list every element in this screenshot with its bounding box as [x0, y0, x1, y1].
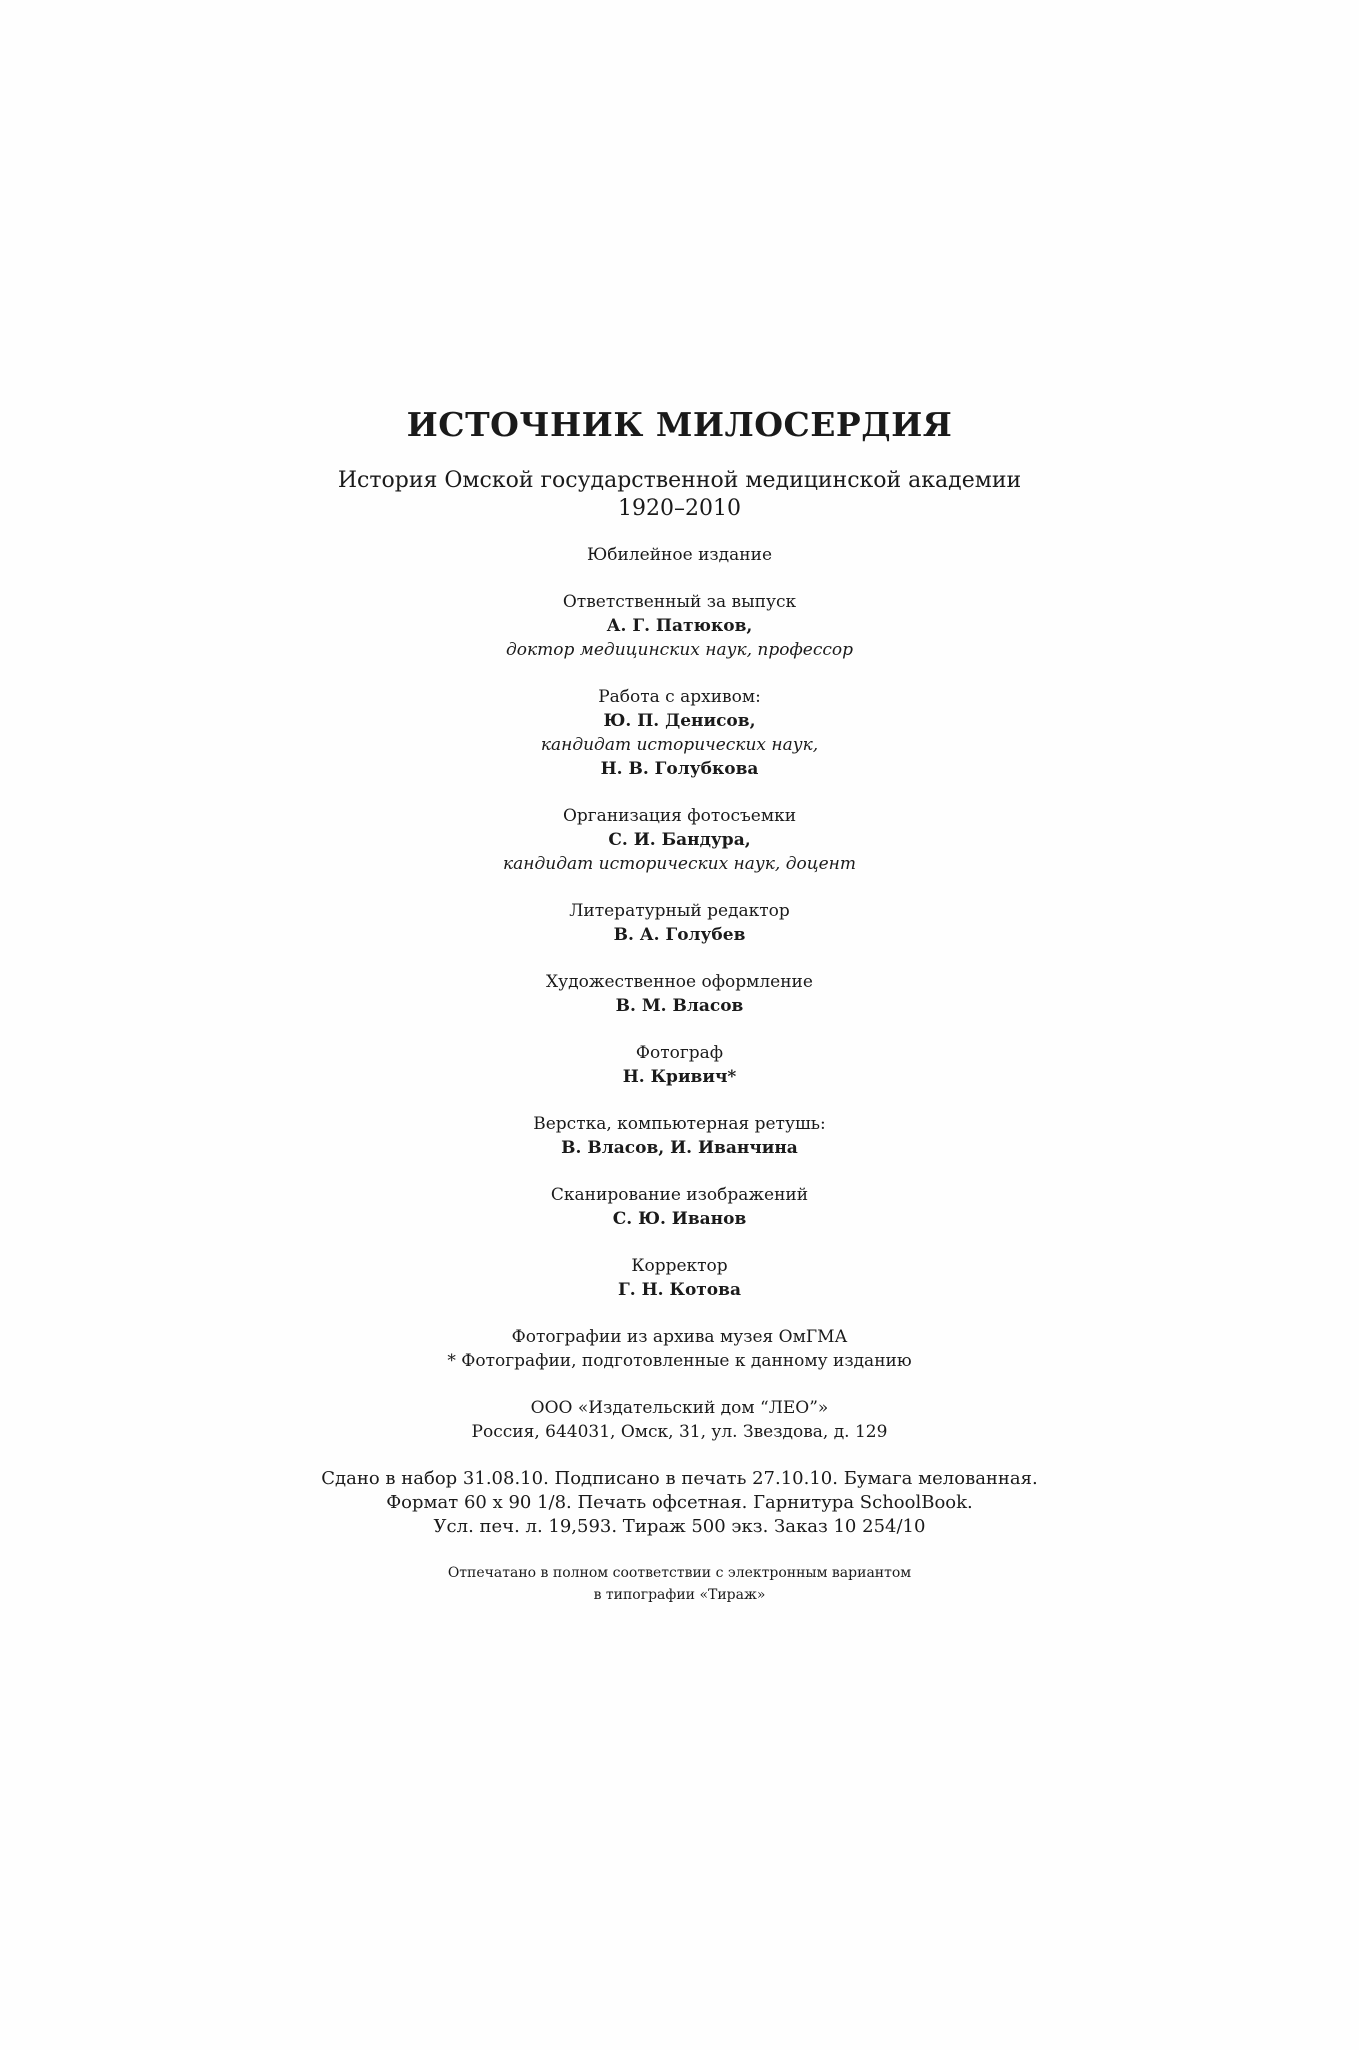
credits-list	[0, 590, 1359, 1302]
book-subtitle: История Омской государственной медицинской академии	[337, 468, 1022, 493]
photo-notes	[0, 1325, 1359, 1373]
credit-degree: доктор медицинских наук, профессор	[505, 640, 854, 660]
credit-role: Верстка, компьютерная ретушь:	[533, 1114, 826, 1134]
credit-person: Ю. П. Денисов,	[603, 711, 756, 731]
publisher-info	[0, 1396, 1359, 1444]
credit-role: Фотограф	[635, 1043, 724, 1063]
publisher-name: ООО «Издательский дом “ЛЕО”»	[530, 1398, 829, 1418]
credit-person: В. М. Власов	[615, 996, 744, 1016]
credit-block	[0, 685, 1359, 781]
print-info-line: Сдано в набор 31.08.10. Подписано в печать 27.10.10. Бумага мелованная.	[321, 1468, 1038, 1489]
colophon	[0, 405, 1359, 1606]
print-info	[0, 1467, 1359, 1539]
printer-note-line: в типографии «Тираж»	[593, 1587, 766, 1603]
edition-label: Юбилейное издание	[587, 545, 772, 565]
credit-person: С. Ю. Иванов	[612, 1209, 747, 1229]
book-title: ИСТОЧНИК МИЛОСЕРДИЯ	[406, 405, 953, 444]
credit-role: Работа с архивом:	[598, 687, 761, 707]
credit-block	[0, 1183, 1359, 1231]
credit-degree: кандидат исторических наук, доцент	[503, 854, 856, 874]
credit-block	[0, 1112, 1359, 1160]
credit-person: В. А. Голубев	[613, 925, 746, 945]
print-info-line: Усл. печ. л. 19,593. Тираж 500 экз. Заказ 10 254/10	[433, 1516, 926, 1537]
credit-degree: кандидат исторических наук,	[540, 735, 819, 755]
credit-person: В. Власов, И. Иванчина	[561, 1138, 798, 1158]
printer-note	[0, 1562, 1359, 1606]
credit-person: А. Г. Патюков,	[606, 616, 753, 636]
credit-person: С. И. Бандура,	[608, 830, 751, 850]
book-years: 1920–2010	[618, 496, 741, 521]
publisher-address: Россия, 644031, Омск, 31, ул. Звездова, д. 129	[471, 1422, 888, 1442]
credit-role: Ответственный за выпуск	[562, 592, 797, 612]
credit-role: Сканирование изображений	[550, 1185, 809, 1205]
printer-note-line: Отпечатано в полном соответствии с электронным вариантом	[447, 1565, 912, 1581]
credit-block	[0, 970, 1359, 1018]
credit-role: Художественное оформление	[546, 972, 813, 992]
credit-block	[0, 1254, 1359, 1302]
credit-role: Организация фотосъемки	[562, 806, 797, 826]
credit-block	[0, 590, 1359, 662]
credit-person: Н. Кривич*	[622, 1067, 737, 1087]
credit-block	[0, 1041, 1359, 1089]
credit-block	[0, 804, 1359, 876]
credit-block	[0, 899, 1359, 947]
print-info-line: Формат 60 х 90 1/8. Печать офсетная. Гарнитура SchoolBook.	[386, 1492, 973, 1513]
photo-note: * Фотографии, подготовленные к данному изданию	[447, 1351, 912, 1371]
credit-role: Литературный редактор	[569, 901, 790, 921]
credit-role: Корректор	[631, 1256, 728, 1276]
credit-person: Г. Н. Котова	[618, 1280, 741, 1300]
credit-person: Н. В. Голубкова	[600, 759, 759, 779]
photo-note: Фотографии из архива музея ОмГМА	[511, 1327, 848, 1347]
